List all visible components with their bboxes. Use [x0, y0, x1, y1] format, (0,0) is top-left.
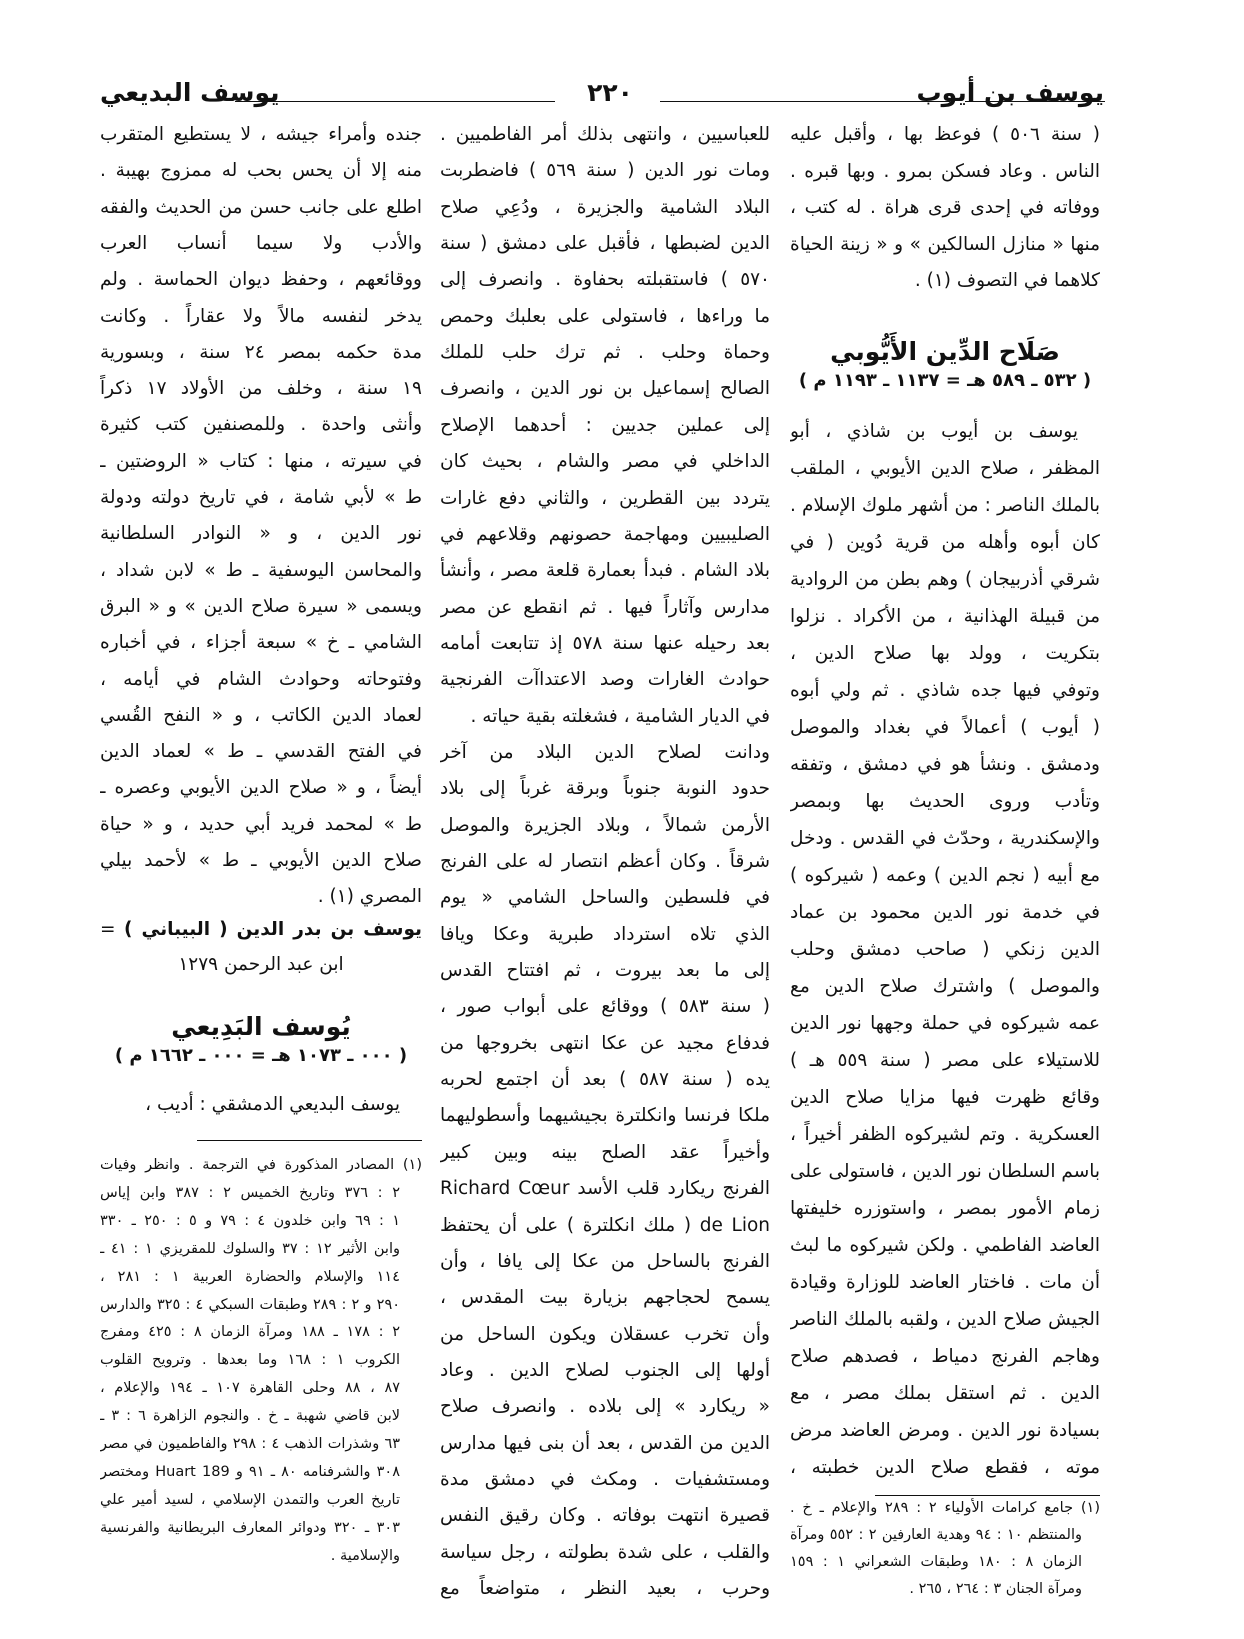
text-line: ومات نور الدين ( سنة ٥٦٩ ) فاضطربت: [440, 160, 770, 182]
footnote-line: تاريخ العرب والتمدن الإسلامي ، لسيد أمير علي: [100, 1491, 400, 1508]
text-line: وتوفي فيها جده شاذي . ثم ولي أبوه: [790, 680, 1100, 701]
text-line: حدود النوبة جنوباً وبرقة غرباً إلى بلاد: [440, 778, 770, 800]
text-line: ما وراءها ، فاستولى على بعلبك وحمص: [440, 305, 770, 327]
text-line: يوسف بن أيوب بن شاذي ، أبو: [790, 421, 1078, 442]
text-line: وحرب ، بعيد النظر ، متواضعاً مع: [440, 1578, 770, 1599]
text-line: وتأدب وروى الحديث بها وبمصر: [790, 791, 1100, 812]
text-line: جنده وأمراء جيشه ، لا يستطيع المتقرب: [100, 124, 422, 145]
entry-title: يُوسف البَدِيعي: [171, 1012, 351, 1041]
text-line: الفرنج ريكارد قلب الأسد Richard Cœur: [440, 1178, 770, 1200]
text-line: de Lion ( ملك انكلترة ) على أن يحتفظ: [440, 1214, 770, 1236]
text-line: ط » لأبي شامة ، في تاريخ دولته ودولة: [100, 487, 422, 508]
text-line: شرقاً . وكان أعظم انتصار له على الفرنج: [440, 851, 770, 872]
text-line: وأخيراً عقد الصلح بينه وبين كبير: [440, 1141, 770, 1163]
text-line: في الديار الشامية ، فشغلته بقية حياته .: [470, 705, 770, 727]
text-line: والموصل ) واشترك صلاح الدين مع: [790, 976, 1100, 997]
text-line: البلاد الشامية والجزيرة ، ودُعِي صلاح: [440, 196, 770, 218]
footnote-line: والمنتظم ١٠ : ٩٤ وهدية العارفين ٢ : ٥٥٢ ومرآة: [790, 1527, 1082, 1543]
footnote-line: ٣٠٣ ـ ٣٢٠ ودوائر المعارف البريطانية والفرنسية: [100, 1519, 401, 1536]
text-line: وهاجم الفرنج دمياط ، فصدهم صلاح: [790, 1346, 1100, 1367]
text-line: في خدمة نور الدين محمود بن عماد: [790, 902, 1100, 923]
text-line: وأنثى واحدة . وللمصنفين كتب كثيرة: [100, 414, 422, 436]
text-line: أن مات . فاختار العاضد للوزارة وقيادة: [790, 1272, 1100, 1293]
text-line: الشامي ـ خ » سبعة أجزاء ، في أخباره: [100, 632, 422, 654]
text-line: في الفتح القدسي ـ ط » لعماد الدين: [100, 741, 422, 763]
cross-ref-target[interactable]: =: [100, 919, 116, 940]
text-line: وأن تخرب عسقلان ويكون الساحل من: [440, 1323, 770, 1345]
text-line: والقلب ، على شدة بطولته ، رجل سياسة: [440, 1541, 770, 1563]
text-line: ودانت لصلاح الدين البلاد من آخر: [440, 741, 770, 763]
text-line: ويسمى « سيرة صلاح الدين » و « البرق: [100, 595, 422, 617]
text-line: للعباسيين ، وانتهى بذلك أمر الفاطميين .: [440, 124, 770, 145]
text-line: مدارس وآثاراً فيها . ثم انقطع عن مصر: [440, 596, 770, 618]
text-line: ووفاته في إحدى قرى هراة . له كتب ،: [790, 197, 1100, 219]
text-line: لعماد الدين الكاتب ، و « النفح القُسي: [100, 704, 422, 726]
text-line: مدة حكمه بمصر ٢٤ سنة ، وبسورية: [100, 341, 422, 363]
text-line: اطلع على جانب حسن من الحديث والفقه: [100, 196, 422, 218]
middle-column: [440, 0, 770, 1639]
text-line: كلاهما في التصوف (١) .: [914, 270, 1100, 292]
text-line: أولها إلى الجنوب لصلاح الدين . وعاد: [440, 1359, 770, 1381]
entry-first-line: يوسف البديعي الدمشقي : أديب ،: [145, 1094, 400, 1115]
footnote-line: الكروب ١ : ١٦٨ وما بعدها . وترويح القلوب: [100, 1352, 401, 1369]
text-line: حوادث الغارات وصد الاعتداآت الفرنجية: [440, 669, 770, 691]
text-line: ومستشفيات . ومكث في دمشق مدة: [440, 1468, 770, 1490]
cross-ref-line2: ابن عبد الرحمن ١٢٧٩: [178, 954, 344, 975]
text-line: والإسكندرية ، وحدّث في القدس . ودخل: [790, 828, 1100, 849]
text-line: منه إلا أن يحس بحب له ممزوج بهيبة .: [100, 160, 422, 182]
text-line: الدين . ثم استقل بملك مصر ، مع: [790, 1383, 1100, 1404]
footnote-line: ٢ : ٣٧٦ وتاريخ الخميس ٢ : ٣٨٧ وابن إياس: [100, 1184, 400, 1201]
text-line: نور الدين ، و « النوادر السلطانية: [100, 523, 422, 545]
footnote-line: ٢٩٠ و ٢ : ٢٨٩ وطبقات السبكي ٤ : ٣٢٥ والدارس: [100, 1296, 401, 1313]
text-line: المظفر ، صلاح الدين الأيوبي ، الملقب: [790, 458, 1100, 479]
footnote-line: الزمان ٨ : ١٨٠ وطبقات الشعراني ١ : ١٥٩: [790, 1554, 1082, 1570]
text-line: ( أيوب ) أعمالاً في بغداد والموصل: [790, 717, 1100, 738]
right-column: [790, 0, 1100, 1639]
text-line: الصالح إسماعيل بن نور الدين ، وانصرف: [440, 378, 770, 400]
text-line: الفرنج بالساحل من عكا إلى يافا ، وأن: [440, 1250, 770, 1272]
footnote-rule: [197, 1140, 422, 1141]
running-head-right: يوسف بن أيوب: [916, 78, 1104, 107]
text-line: للاستيلاء على مصر ( سنة ٥٥٩ هـ ): [790, 1050, 1100, 1071]
text-line: وحماة وحلب . ثم ترك حلب للملك: [440, 342, 770, 364]
text-line: الأرمن شمالاً ، وبلاد الجزيرة والموصل: [440, 814, 770, 836]
text-line: ١٩ سنة ، وخلف من الأولاد ١٧ ذكراً: [100, 378, 422, 400]
text-line: والأدب ولا سيما أنساب العرب: [100, 232, 422, 254]
text-line: العاضد الفاطمي . ولكن شيركوه ما لبث: [790, 1235, 1100, 1256]
text-line: العسكرية . وتم لشيركوه الظفر أخيراً ،: [790, 1124, 1100, 1145]
text-line: بسيادة نور الدين . ومرض العاضد مرض: [790, 1420, 1100, 1441]
footnote-line: ٨٧ ، ٨٨ وحلى القاهرة ١٠٧ ـ ١٩٤ والإعلام ،: [100, 1380, 401, 1397]
text-line: الدين زنكي ( صاحب دمشق وحلب: [790, 939, 1100, 960]
text-line: ودمشق . ونشأ هو في دمشق ، وتفقه: [790, 754, 1100, 775]
text-line: قصيرة انتهت بوفاته . وكان رقيق النفس: [440, 1505, 770, 1527]
text-line: شرقي أذربيجان ) وهم بطن من الروادية: [790, 569, 1100, 590]
text-line: باسم السلطان نور الدين ، فاستولى على: [790, 1161, 1100, 1182]
left-column: [100, 0, 422, 1639]
text-line: يتردد بين القطرين ، والثاني دفع غارات: [440, 487, 770, 509]
text-line: ( سنة ٥٠٦ ) فوعظ بها ، وأقبل عليه: [790, 124, 1100, 145]
text-line: في سيرته ، منها : كتاب « الروضتين ـ: [100, 450, 422, 472]
text-line: بالملك الناصر : من أشهر ملوك الإسلام .: [790, 495, 1100, 516]
text-line: ط » لمحمد فريد أبي حديد ، و « حياة: [100, 813, 422, 835]
footnote-line: ٢ : ١٧٨ ـ ١٨٨ ومرآة الزمان ٨ : ٤٢٥ ومفرج: [100, 1324, 401, 1341]
footnote-line: والإسلامية .: [330, 1547, 400, 1564]
text-line: كان أبوه وأهله من قرية دُوين ( في: [790, 532, 1100, 553]
text-line: المصري (١) .: [317, 886, 422, 908]
text-line: وقائع ظهرت فيها مزايا صلاح الدين: [790, 1087, 1100, 1108]
footnote-line: لابن قاضي شهبة ـ خ . والنجوم الزاهرة ٦ : ٣ ـ: [100, 1408, 400, 1425]
footnote-line: ٣٠٨ والشرفنامه ٨٠ ـ ٩١ و Huart 189 ومختصر: [100, 1463, 400, 1480]
footnote-line: ومرآة الجنان ٣ : ٢٦٤ ، ٢٦٥ .: [909, 1581, 1082, 1597]
text-line: عمه شيركوه في حملة وجهها نور الدين: [790, 1013, 1100, 1034]
text-line: الناس . وعاد فسكن بمرو . وبها قبره .: [790, 160, 1100, 182]
footnote-line: ٦٣ وشذرات الذهب ٤ : ٢٩٨ والفاطميون في مصر: [100, 1436, 401, 1452]
text-line: صلاح الدين الأيوبي ـ ط » لأحمد بيلي: [100, 850, 422, 871]
cross-ref-name: يوسف بن بدر الدين ( البيباني ): [124, 919, 422, 940]
text-line: الجيش صلاح الدين ، ولقبه بالملك الناصر: [790, 1309, 1100, 1330]
text-line: الدين لضبطها ، فأقبل على دمشق ( سنة: [440, 233, 770, 255]
text-line: إلى عملين جديين : أحدهما الإصلاح: [440, 414, 770, 436]
text-line: ووقائعهم ، وحفظ ديوان الحماسة . ولم: [100, 269, 422, 291]
text-line: الذي تلاه استرداد طبرية وعكا ويافا: [440, 923, 770, 945]
text-line: يسمح لحجاجهم بزيارة بيت المقدس ،: [440, 1287, 770, 1309]
text-line: إلى ما بعد بيروت ، ثم افتتاح القدس: [440, 960, 770, 982]
text-line: بلاد الشام . فبدأ بعمارة قلعة مصر ، وأنشأ: [440, 560, 770, 582]
footnote-line: ١ : ٦٩ وابن خلدون ٤ : ٧٩ و ٥ : ٢٥٠ ـ ٣٣٠: [100, 1212, 400, 1229]
text-line: يدخر لنفسه مالاً ولا عقاراً . وكانت: [100, 305, 422, 327]
text-line: والمحاسن اليوسفية ـ ط » لابن شداد ،: [100, 559, 422, 581]
cross-reference: [100, 913, 422, 947]
text-line: أيضاً ، و « صلاح الدين الأيوبي وعصره ـ: [100, 777, 422, 799]
text-line: يده ( سنة ٥٨٧ ) بعد أن اجتمع لحربه: [440, 1069, 770, 1091]
text-line: الداخلي في مصر والشام ، بحيث كان: [440, 451, 770, 473]
entry-dates: ( ٠٠٠ ـ ١٠٧٣ هـ = ٠٠٠ ـ ١٦٦٢ م ): [114, 1045, 408, 1066]
text-line: زمام الأمور بمصر ، واستوزره خليفتها: [790, 1198, 1100, 1219]
page-number: ٢٢٠: [587, 78, 633, 107]
text-line: مع أبيه ( نجم الدين ) وعمه ( شيركوه ): [790, 865, 1100, 886]
text-line: الدين من القدس ، بعد أن بنى فيها مدارس: [440, 1432, 770, 1454]
text-line: وفتوحاته وحوادث الشام في أيامه ،: [100, 668, 422, 690]
running-head-left: يوسف البديعي: [100, 78, 280, 107]
footnote-line: وابن الأثير ١٢ : ٣٧ والسلوك للمقريزي ١ : ٤١ ـ: [100, 1240, 400, 1257]
text-line: ٥٧٠ ) فاستقبلته بحفاوة . وانصرف إلى: [440, 269, 770, 291]
text-line: منها « منازل السالكين » و « زينة الحياة: [790, 233, 1100, 255]
text-line: من قبيلة الهذانية ، من الأكراد . نزلوا: [790, 606, 1100, 627]
text-line: « ريكارد » إلى بلاده . وانصرف صلاح: [440, 1396, 770, 1418]
text-line: بعد رحيله عنها سنة ٥٧٨ إذ تتابعت أمامه: [440, 632, 770, 654]
text-line: في فلسطين والساحل الشامي « يوم: [440, 887, 770, 909]
text-line: الصليبيين ومهاجمة حصونهم وقلاعهم في: [440, 523, 770, 545]
text-line: فدفاع مجيد عن عكا انتهى بخروجها من: [440, 1032, 770, 1054]
entry-dates: ( ٥٣٢ ـ ٥٨٩ هـ = ١١٣٧ ـ ١١٩٣ م ): [798, 370, 1092, 391]
footnote-line: ١١٤ والإسلام والحضارة العربية ١ : ٢٨١ ،: [100, 1268, 401, 1285]
footnote-line: (١) المصادر المذكورة في الترجمة . وانظر وفيات: [100, 1157, 422, 1173]
text-line: ( سنة ٥٨٣ ) ووقائع على أبواب صور ،: [440, 996, 770, 1018]
footnote-line: (١) جامع كرامات الأولياء ٢ : ٢٨٩ والإعلام ـ خ .: [790, 1500, 1100, 1516]
text-line: موته ، فقطع صلاح الدين خطبته ،: [790, 1457, 1100, 1478]
text-line: بتكريت ، وولد بها صلاح الدين ،: [790, 643, 1100, 664]
text-line: ملكا فرنسا وانكلترة بجيشيهما وأسطوليهما: [440, 1105, 770, 1127]
entry-title: صَلَاح الدِّين الأَيُّوبي: [830, 337, 1060, 366]
